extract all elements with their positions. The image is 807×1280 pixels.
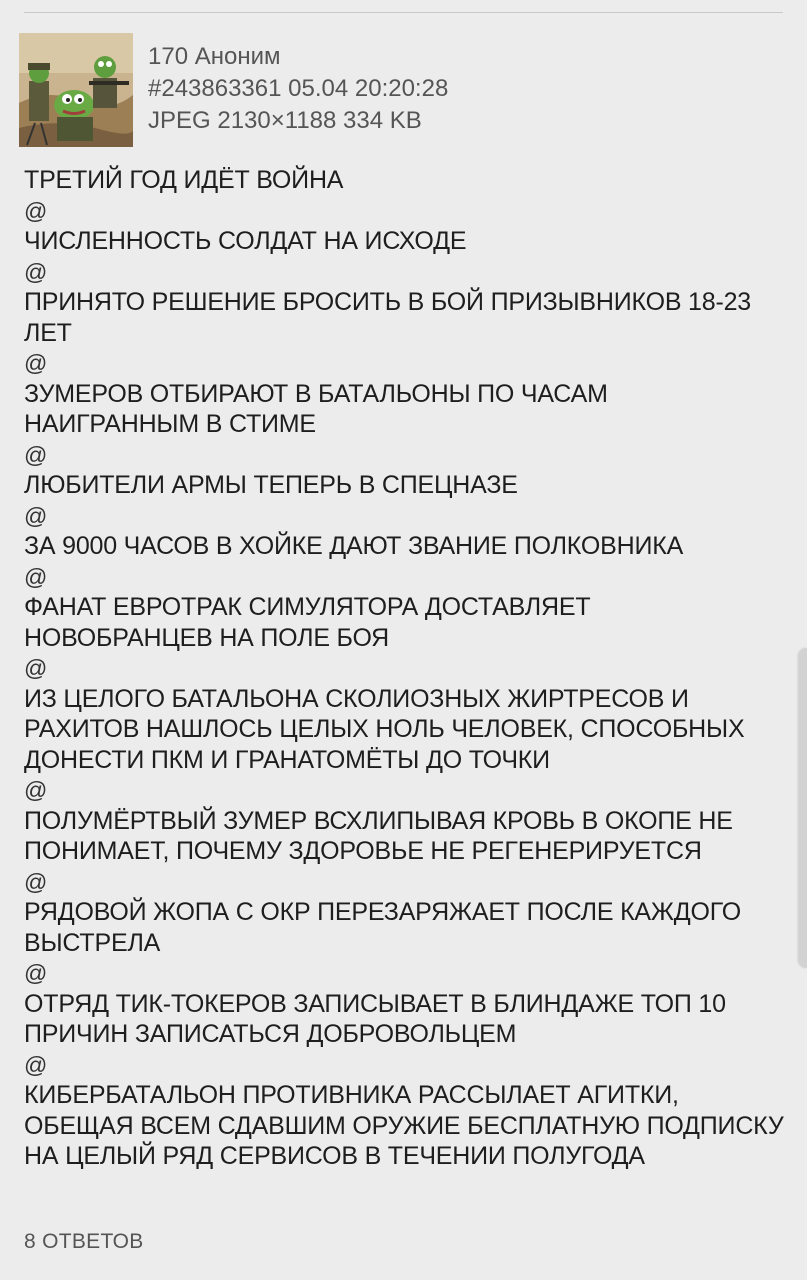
post-body-line: ЧИСЛЕННОСТЬ СОЛДАТ НА ИСХОДЕ [24, 227, 467, 255]
post-meta [148, 41, 448, 137]
post-number-author [148, 41, 448, 73]
post-body-line: РЯДОВОЙ ЖОПА С ОКР ПЕРЕЗАРЯЖАЕТ ПОСЛЕ КАЖДОГО ВЫСТРЕЛА [24, 898, 748, 957]
separator-at: @ [24, 563, 48, 590]
post-file-info: JPEG 2130×1188 334 KB [148, 107, 422, 134]
separator-at: @ [24, 197, 48, 224]
post-body-line: ФАНАТ ЕВРОТРАК СИМУЛЯТОРА ДОСТАВЛЯЕТ НОВОБРАНЦЕВ НА ПОЛЕ БОЯ [24, 593, 598, 652]
separator-at: @ [24, 502, 48, 529]
separator-at: @ [24, 441, 48, 468]
post-body-line: ПОЛУМЁРТВЫЙ ЗУМЕР ВСХЛИПЫВАЯ КРОВЬ В ОКОПЕ НЕ ПОНИМАЕТ, ПОЧЕМУ ЗДОРОВЬЕ НЕ РЕГЕНЕРИРУЕТСЯ [24, 806, 740, 865]
post-body-line: ТРЕТИЙ ГОД ИДЁТ ВОЙНА [24, 166, 344, 194]
separator-at: @ [24, 258, 48, 285]
post-number[interactable]: 170 [148, 43, 189, 70]
pepe-soldiers-thumbnail-icon[interactable] [19, 33, 133, 147]
post-body-line: ПРИНЯТО РЕШЕНИЕ БРОСИТЬ В БОЙ ПРИЗЫВНИКОВ 18-23 ЛЕТ [24, 288, 758, 347]
separator-at: @ [24, 960, 48, 986]
post-body-line: ЛЮБИТЕЛИ АРМЫ ТЕПЕРЬ В СПЕЦНАЗЕ [24, 471, 518, 499]
separator-at: @ [24, 777, 48, 803]
separator-at: @ [24, 655, 48, 681]
post-body-line: ЗУМЕРОВ ОТБИРАЮТ В БАТАЛЬОНЫ ПО ЧАСАМ НАИГРАННЫМ В СТИМЕ [24, 379, 615, 438]
separator-at: @ [24, 1051, 48, 1078]
post-body-line: ИЗ ЦЕЛОГО БАТАЛЬОНА СКОЛИОЗНЫХ ЖИРТРЕСОВ И РАХИТОВ НАШЛОСЬ ЦЕЛЫХ НОЛЬ ЧЕЛОВЕК, СПОСОБНЫХ ДОНЕСТИ ПКМ И ГРАНАТОМЁТЫ ДО ТОЧКИ [24, 684, 752, 774]
post-body-line: ЗА 9000 ЧАСОВ В ХОЙКЕ ДАЮТ ЗВАНИЕ ПОЛКОВНИКА [24, 532, 684, 560]
replies-link[interactable]: 8 ОТВЕТОВ [24, 1230, 144, 1253]
post-body-line: КИБЕРБАТАЛЬОН ПРОТИВНИКА РАССЫЛАЕТ АГИТКИ, ОБЕЩАЯ ВСЕМ СДАВШИМ ОРУЖИЕ БЕСПЛАТНУЮ ПОДПИСКУ НА ЦЕЛЫЙ РЯД СЕРВИСОВ В ТЕЧЕНИИ ПОЛУГОДА [24, 1081, 791, 1170]
post-body [24, 165, 791, 1172]
post-author: Аноним [194, 43, 281, 70]
post-id-date[interactable]: #243863361 05.04 20:20:28 [148, 75, 449, 102]
separator-at: @ [24, 868, 48, 895]
top-divider [24, 12, 783, 13]
post-body-line: ОТРЯД ТИК-ТОКЕРОВ ЗАПИСЫВАЕТ В БЛИНДАЖЕ ТОП 10 ПРИЧИН ЗАПИСАТЬСЯ ДОБРОВОЛЬЦЕМ [24, 989, 733, 1048]
post-header [19, 33, 789, 148]
scroll-indicator[interactable] [799, 648, 807, 968]
separator-at: @ [24, 350, 48, 376]
